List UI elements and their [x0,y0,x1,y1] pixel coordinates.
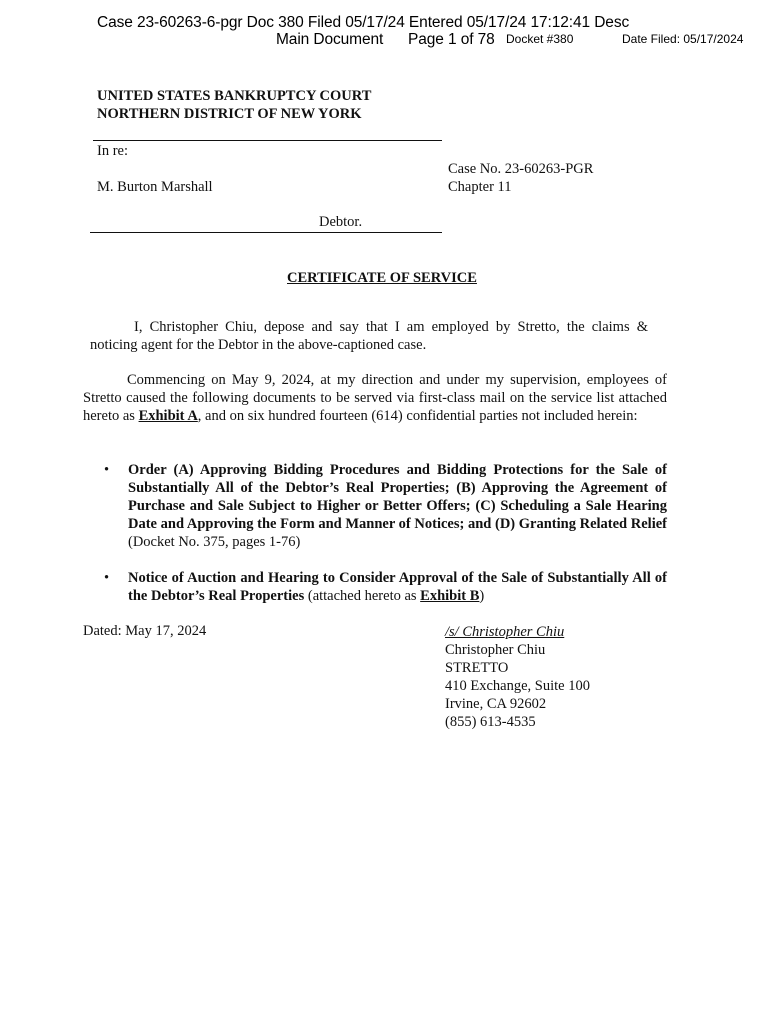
date-filed: Date Filed: 05/17/2024 [622,32,744,46]
address-line-2: Irvine, CA 92602 [445,696,547,712]
debtor-label: Debtor. [319,214,363,230]
bullet-icon: • [104,570,110,586]
document-title-bold: Notice of Auction and Hearing to Consider Approval of the Sale of Substantially All of the Debtor’s Real Properties [128,570,667,604]
served-documents-list [104,461,667,605]
service-paragraph [83,371,667,425]
list-item [104,461,667,551]
declaration-paragraph: I, Christopher Chiu, depose and say that I am employed by Stretto, the claims & noticing agent for the Debtor in the above-captioned case. [90,319,648,353]
service-text-after: , and on six hundred fourteen (614) confidential parties not included herein: [197,408,638,424]
debtor-name: M. Burton Marshall [97,179,213,195]
dated-line: Dated: May 17, 2024 [83,623,207,639]
case-number: Case No. 23-60263-PGR [448,161,594,177]
signer-company: STRETTO [445,660,509,676]
closing-paren: ) [479,588,485,604]
service-text-before: Commencing on May 9, 2024, at my direction and under my supervision, employees of Stretto caused the following documents to be served via first-class mail on the service list attached hereto as [83,372,667,424]
document-docket-ref: (Docket No. 375, pages 1-76) [128,534,301,550]
in-re-label: In re: [97,143,128,159]
court-name: UNITED STATES BANKRUPTCY COURT [97,88,372,104]
docket-number: Docket #380 [506,32,574,46]
phone-number: (855) 613-4535 [445,714,536,730]
address-line-1: 410 Exchange, Suite 100 [445,678,590,694]
ecf-header-line: Case 23-60263-6-pgr Doc 380 Filed 05/17/24 Entered 05/17/24 17:12:41 Desc [97,14,630,31]
list-item [104,569,667,605]
e-signature: /s/ Christopher Chiu [445,624,565,640]
main-document-label: Main Document [276,31,384,48]
signature-block [445,623,590,731]
page-count: Page 1 of 78 [408,31,495,48]
court-district: NORTHERN DISTRICT OF NEW YORK [97,106,362,122]
signer-name: Christopher Chiu [445,642,546,658]
caption-rule-bottom [90,232,442,233]
document-title-bold: Order (A) Approving Bidding Procedures and Bidding Protections for the Sale of Substantially All of the Debtor’s Real Properties; (B) Approving the Agreement of Purchase and Sale Subject to Higher or Better Offers; (C) Scheduling a Sale Hearing Date and Approving the Form and Manner of Notices; and (D) Granting Related Relief [128,462,667,532]
exhibit-b-reference: Exhibit B [420,588,480,604]
chapter: Chapter 11 [448,179,512,195]
exhibit-a-reference: Exhibit A [138,408,198,424]
document-attachment-ref: (attached hereto as [304,588,421,604]
caption-rule-top [93,140,442,141]
document-title: CERTIFICATE OF SERVICE [287,270,477,286]
bullet-icon: • [104,462,110,478]
